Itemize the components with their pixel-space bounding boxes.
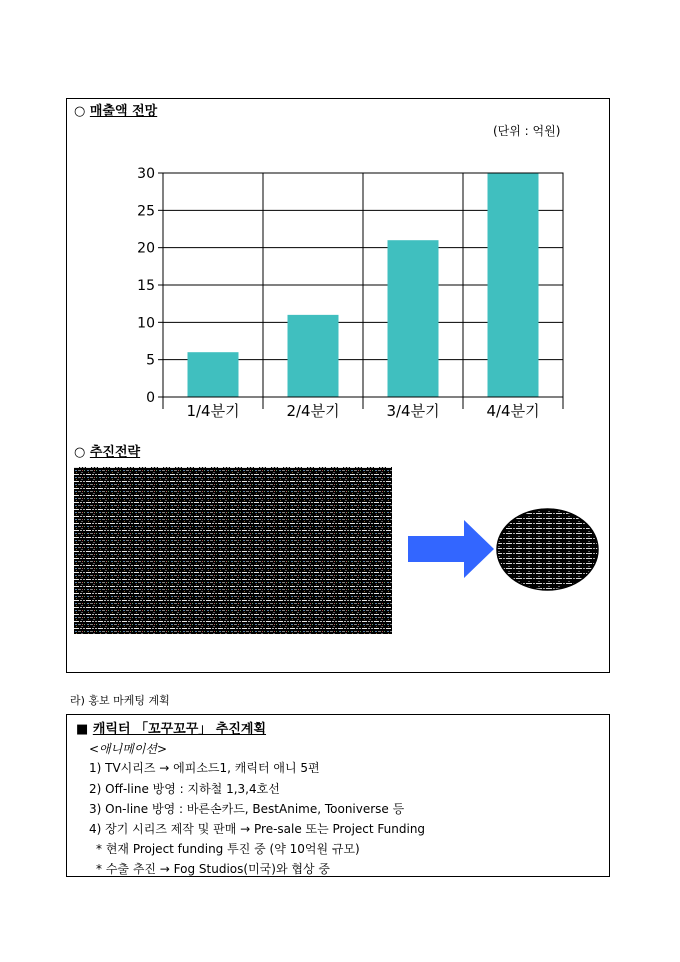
strategy-title: 추진전략 bbox=[89, 445, 141, 460]
y-tick-label: 0 bbox=[146, 390, 155, 406]
plan-item: 2) Off-line 방영 : 지하철 1,3,4호선 bbox=[89, 782, 280, 796]
y-tick-label: 30 bbox=[137, 166, 155, 182]
marketing-plan-title bbox=[76, 718, 266, 737]
plan-note: * 수출 추진 → Fog Studios(미국)와 협상 중 bbox=[96, 862, 330, 876]
strategy-heading bbox=[74, 441, 140, 460]
plan-item: 4) 장기 시리즈 제작 및 판매 → Pre-sale 또는 Project Funding bbox=[89, 822, 426, 836]
plan-subtitle: <애니메이션> bbox=[89, 742, 168, 756]
bar bbox=[188, 352, 239, 397]
strategy-image bbox=[74, 467, 392, 634]
plan-note: * 현재 Project funding 투진 중 (약 10억원 규모) bbox=[96, 842, 360, 856]
x-tick-label: 3/4분기 bbox=[386, 402, 440, 420]
plan-item: 3) On-line 방영 : 바른손카드, BestAnime, Tooniverse 등 bbox=[89, 802, 405, 816]
x-tick-label: 4/4분기 bbox=[486, 402, 540, 420]
x-tick-label: 2/4분기 bbox=[286, 402, 340, 420]
bullet-icon: ○ bbox=[74, 104, 86, 119]
revenue-bar-chart bbox=[0, 0, 680, 440]
y-tick-label: 10 bbox=[137, 315, 155, 332]
bar bbox=[488, 173, 539, 397]
y-tick-label: 20 bbox=[137, 240, 155, 257]
square-bullet-icon: ■ bbox=[76, 722, 89, 737]
y-tick-label: 5 bbox=[146, 352, 155, 369]
marketing-plan-label: 라) 홍보 마케팅 계획 bbox=[70, 694, 170, 707]
revenue-title: 매출액 전망 bbox=[89, 104, 158, 119]
plan-item: 1) TV시리즈 → 에피소드1, 캐릭터 애니 5편 bbox=[89, 761, 320, 775]
right-arrow-icon bbox=[408, 520, 494, 578]
strategy-ellipse-image bbox=[496, 508, 599, 591]
bar bbox=[388, 240, 439, 397]
x-tick-label: 1/4분기 bbox=[186, 402, 240, 420]
bullet-icon: ○ bbox=[74, 445, 86, 460]
plan-title-text: 캐릭터 「꼬꾸꼬꾸」 추진계획 bbox=[92, 722, 267, 737]
unit-label: (단위 : 억원) bbox=[493, 124, 561, 138]
y-tick-label: 15 bbox=[137, 278, 155, 294]
bar bbox=[288, 315, 339, 397]
y-tick-label: 25 bbox=[137, 203, 155, 220]
